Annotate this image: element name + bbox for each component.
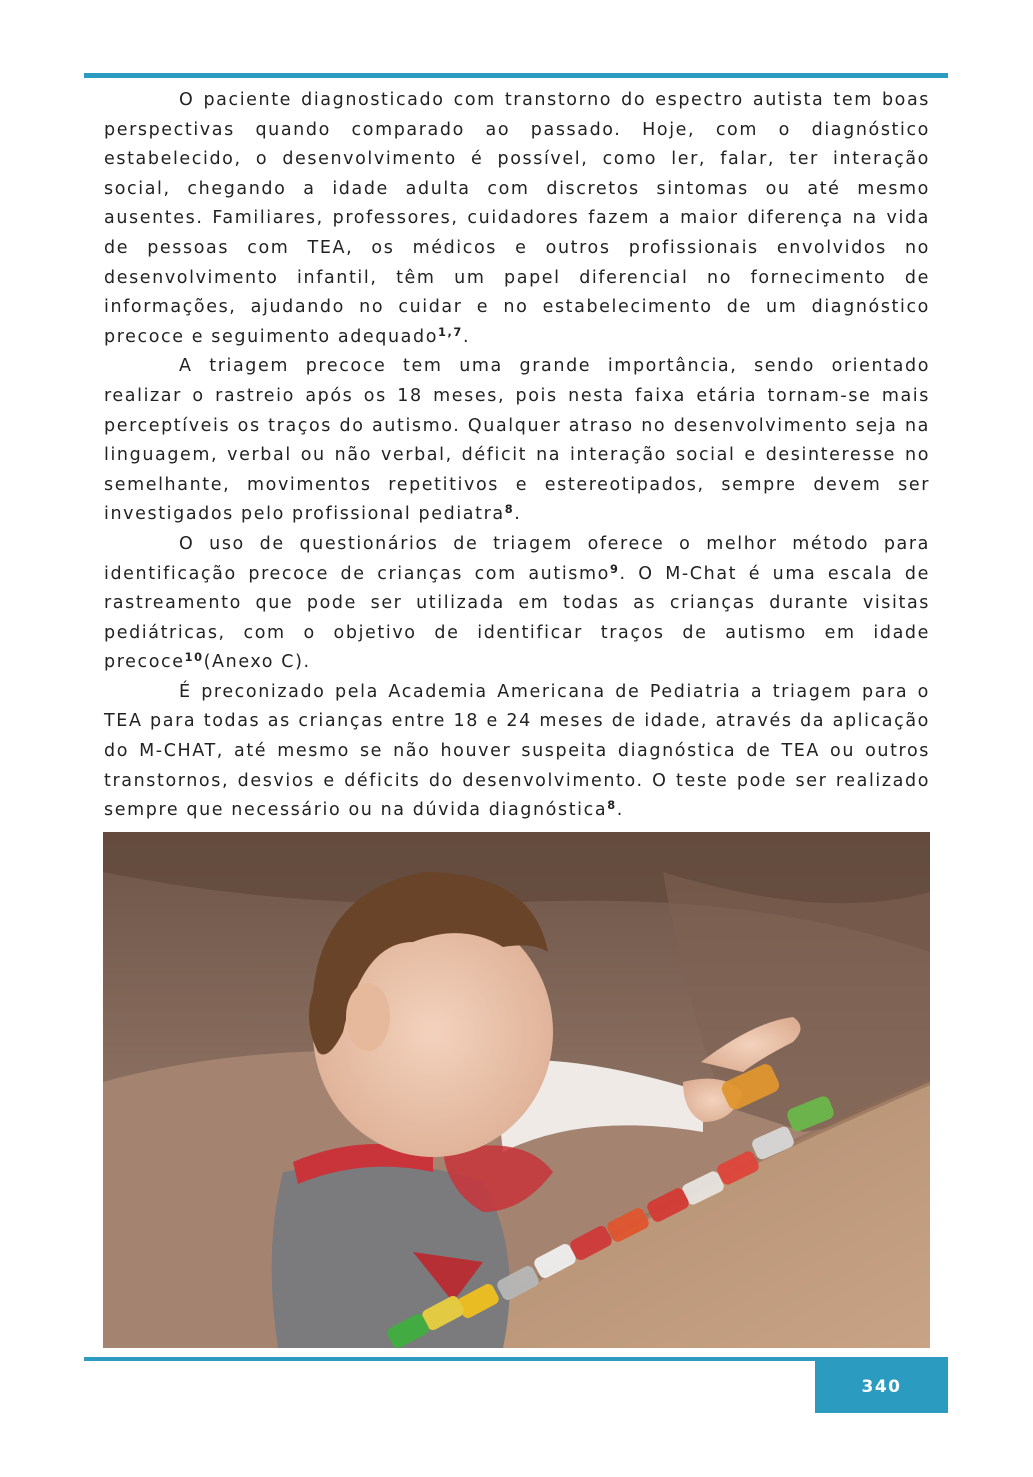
page-number-badge <box>815 1361 948 1413</box>
citation: 8 <box>504 502 515 517</box>
child-playing-toy-cars-photo <box>103 832 930 1348</box>
body-text <box>104 86 930 826</box>
citation: 9 <box>609 561 620 576</box>
citation: 10 <box>184 650 204 665</box>
citation: 8 <box>607 798 617 812</box>
top-rule <box>84 73 948 78</box>
page-number: 340 <box>861 1377 902 1397</box>
citation: 1,7 <box>438 324 463 339</box>
paragraph-4: É preconizado pela Academia Americana de Pediatria a triagem para o TEA para todas as crianças entre 18 e 24 meses de idade, através da aplicação do M-CHAT, até mesmo se não houver suspeita diagnóstica de TEA ou outros transtornos, desvios e déficits do desenvolvimento. O teste pode ser realizado sempre que necessário ou na dúvida diagnóstica$^8$. <box>104 681 930 821</box>
paragraph-3: O uso de questionários de triagem oferece o melhor método para identificação precoce de crianças com autismo$^9$. O M-Chat é uma escala de rastreamento que pode ser utilizada em todas as crianças durante visitas pediátricas, com o objetivo de identificar traços de autismo em idade precoce$^{10}$(Anexo C). <box>104 533 930 673</box>
paragraph-1: O paciente diagnosticado com transtorno do espectro autista tem boas perspectivas quando comparado ao passado. Hoje, com o diagnóstico estabelecido, o desenvolvimento é possível, como ler, falar, ter interação social, chegando a idade adulta com discretos sintomas ou até mesmo ausentes. Familiares, professores, cuidadores fazem a maior diferença na vida de pessoas com TEA, os médicos e outros profissionais envolvidos no desenvolvimento infantil, têm um papel diferencial no fornecimento de informações, ajudando no cuidar e no estabelecimento de um diagnóstico precoce e seguimento adequado$^{1,7}$. <box>104 90 930 347</box>
paragraph-2: A triagem precoce tem uma grande importância, sendo orientado realizar o rastreio após os 18 meses, pois nesta faixa etária tornam-se mais perceptíveis os traços do autismo. Qualquer atraso no desenvolvimento seja na linguagem, verbal ou não verbal, déficit na interação social e desinteresse no semelhante, movimentos repetitivos e estereotipados, sempre devem ser investigados pelo profissional pediatra$^8$. <box>104 356 930 525</box>
